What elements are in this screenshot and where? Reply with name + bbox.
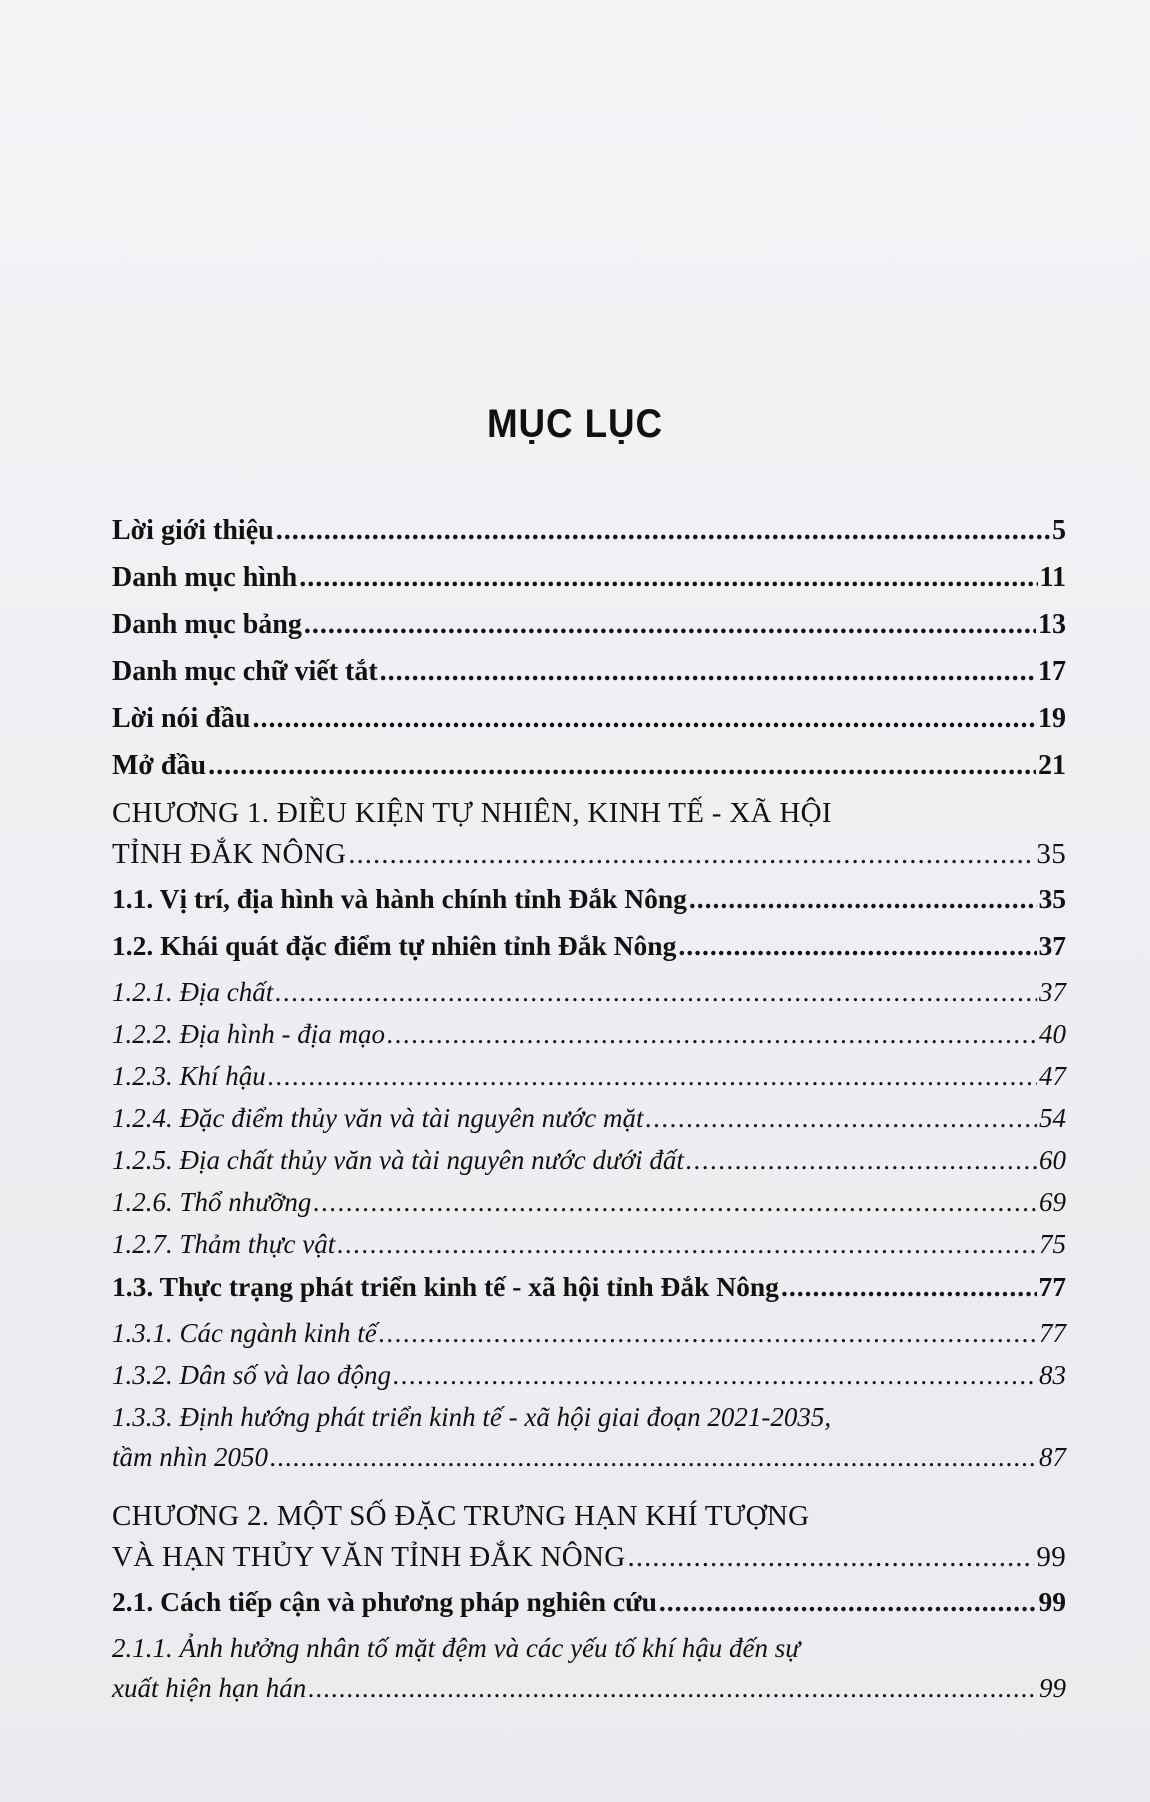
toc-entry-title-line1: 2.1.1. Ảnh hưởng nhân tố mặt đệm và các yếu tố khí hậu đến sự	[112, 1633, 800, 1663]
toc-entry-page: 77	[1038, 1271, 1066, 1302]
toc-entry-title: xuất hiện hạn hán	[112, 1673, 307, 1703]
toc-leader-dots	[689, 883, 1037, 915]
toc-entry-page: 5	[1052, 515, 1066, 546]
toc-entry-title: 1.2.1. Địa chất	[112, 977, 274, 1007]
toc-entry-title: 1.2.6. Thổ nhưỡng	[112, 1187, 312, 1217]
toc-entry	[112, 1673, 1066, 1717]
toc-entry-title: 1.2. Khái quát đặc điểm tự nhiên tỉnh Đắk Nông	[112, 930, 677, 961]
toc-entry-page: 83	[1039, 1360, 1066, 1390]
toc-entry-title: tầm nhìn 2050	[112, 1442, 269, 1472]
toc-entry	[112, 750, 1066, 797]
toc-entry-page: 54	[1039, 1103, 1066, 1133]
table-of-contents	[112, 515, 1066, 1717]
toc-entry	[112, 1187, 1066, 1229]
toc-entry-title-line1: 1.3.3. Định hướng phát triển kinh tế - xã hội giai đoạn 2021-2035,	[112, 1402, 832, 1432]
toc-entry	[112, 515, 1066, 562]
toc-entry	[112, 1145, 1066, 1187]
toc-entry-page: 40	[1039, 1019, 1066, 1049]
toc-leader-dots	[686, 1145, 1037, 1176]
toc-entry-page: 17	[1038, 656, 1066, 687]
toc-entry-title: Lời nói đầu	[112, 703, 251, 734]
toc-entry	[112, 1229, 1066, 1271]
toc-entry-multiline	[112, 1633, 1066, 1717]
toc-leader-dots	[678, 930, 1036, 962]
toc-entry-title: 1.2.7. Thảm thực vật	[112, 1229, 336, 1259]
toc-entry-page: 35	[1038, 883, 1066, 914]
toc-entry-page: 37	[1039, 977, 1066, 1007]
toc-leader-dots	[387, 1019, 1037, 1050]
toc-entry-page: 69	[1039, 1187, 1066, 1217]
toc-leader-dots	[252, 703, 1036, 735]
toc-entry	[112, 703, 1066, 750]
toc-leader-dots	[380, 656, 1036, 688]
toc-entry-page: 75	[1039, 1229, 1066, 1259]
toc-entry	[112, 1103, 1066, 1145]
toc-entry	[112, 1586, 1066, 1633]
toc-entry	[112, 1442, 1066, 1486]
toc-leader-dots	[208, 750, 1036, 782]
toc-entry-title: 1.1. Vị trí, địa hình và hành chính tỉnh Đắk Nông	[112, 883, 687, 914]
toc-entry-page: 47	[1039, 1061, 1066, 1091]
toc-entry-page: 77	[1039, 1318, 1066, 1348]
toc-entry-title: TỈNH ĐẮK NÔNG	[112, 838, 347, 870]
toc-entry	[112, 930, 1066, 977]
toc-entry-title: Mở đầu	[112, 750, 207, 781]
toc-entry	[112, 1318, 1066, 1360]
toc-entry	[112, 609, 1066, 656]
toc-entry-page: 35	[1036, 838, 1066, 870]
toc-entry-title: 1.2.2. Địa hình - địa mạo	[112, 1019, 385, 1049]
toc-entry	[112, 1271, 1066, 1318]
toc-entry-multiline	[112, 1402, 1066, 1486]
toc-entry-title: 1.2.5. Địa chất thủy văn và tài nguyên nước dưới đất	[112, 1145, 684, 1175]
toc-entry-page: 37	[1038, 930, 1066, 961]
toc-entry-title: Lời giới thiệu	[112, 515, 274, 546]
toc-leader-dots	[268, 1061, 1037, 1092]
toc-entry-title: 1.3.1. Các ngành kinh tế	[112, 1318, 377, 1348]
toc-entry	[112, 562, 1066, 609]
toc-entry-page: 19	[1038, 703, 1066, 734]
toc-entry-title: VÀ HẠN THỦY VĂN TỈNH ĐẮK NÔNG	[112, 1541, 626, 1573]
toc-entry-page: 99	[1036, 1541, 1066, 1573]
toc-leader-dots	[304, 609, 1036, 641]
toc-entry-title: Danh mục bảng	[112, 609, 302, 640]
toc-entry	[112, 883, 1066, 930]
toc-entry-title: Danh mục hình	[112, 562, 298, 593]
toc-entry	[112, 838, 1066, 883]
toc-entry-page: 11	[1039, 562, 1066, 593]
toc-entry-page: 99	[1038, 1586, 1066, 1617]
toc-entry-title: 1.3. Thực trạng phát triển kinh tế - xã hội tỉnh Đắk Nông	[112, 1271, 779, 1302]
toc-entry	[112, 656, 1066, 703]
toc-entry	[112, 1360, 1066, 1402]
toc-leader-dots	[393, 1360, 1037, 1391]
toc-leader-dots	[781, 1271, 1037, 1303]
toc-entry-title: 1.3.2. Dân số và lao động	[112, 1360, 391, 1390]
toc-leader-dots	[659, 1586, 1037, 1618]
toc-entry-title-line1: CHƯƠNG 1. ĐIỀU KIỆN TỰ NHIÊN, KINH TẾ - XÃ HỘI	[112, 797, 832, 829]
toc-leader-dots	[308, 1673, 1037, 1704]
toc-leader-dots	[313, 1187, 1037, 1218]
toc-leader-dots	[379, 1318, 1037, 1349]
toc-entry-title: Danh mục chữ viết tắt	[112, 656, 378, 687]
toc-leader-dots	[299, 562, 1037, 594]
toc-entry-title-line1: CHƯƠNG 2. MỘT SỐ ĐẶC TRƯNG HẠN KHÍ TƯỢNG	[112, 1500, 810, 1532]
toc-leader-dots	[270, 1442, 1037, 1473]
toc-entry-page: 13	[1038, 609, 1066, 640]
toc-leader-dots	[628, 1541, 1035, 1574]
toc-entry	[112, 1019, 1066, 1061]
toc-entry	[112, 1541, 1066, 1586]
toc-entry-page: 87	[1039, 1442, 1066, 1472]
toc-entry-title: 2.1. Cách tiếp cận và phương pháp nghiên cứu	[112, 1586, 657, 1617]
toc-entry	[112, 1061, 1066, 1103]
toc-chapter	[112, 797, 1066, 883]
toc-leader-dots	[646, 1103, 1037, 1134]
toc-leader-dots	[348, 838, 1034, 871]
toc-spacer	[112, 1486, 1066, 1500]
toc-entry-page: 60	[1039, 1145, 1066, 1175]
page-title: MỤC LỤC	[486, 402, 664, 446]
toc-leader-dots	[337, 1229, 1037, 1260]
toc-entry-page: 21	[1038, 750, 1066, 781]
toc-entry-title: 1.2.4. Đặc điểm thủy văn và tài nguyên nước mặt	[112, 1103, 644, 1133]
toc-entry	[112, 977, 1066, 1019]
toc-entry-page: 99	[1039, 1673, 1066, 1703]
toc-leader-dots	[275, 977, 1037, 1008]
toc-leader-dots	[276, 515, 1050, 547]
toc-chapter	[112, 1500, 1066, 1586]
toc-entry-title: 1.2.3. Khí hậu	[112, 1061, 266, 1091]
